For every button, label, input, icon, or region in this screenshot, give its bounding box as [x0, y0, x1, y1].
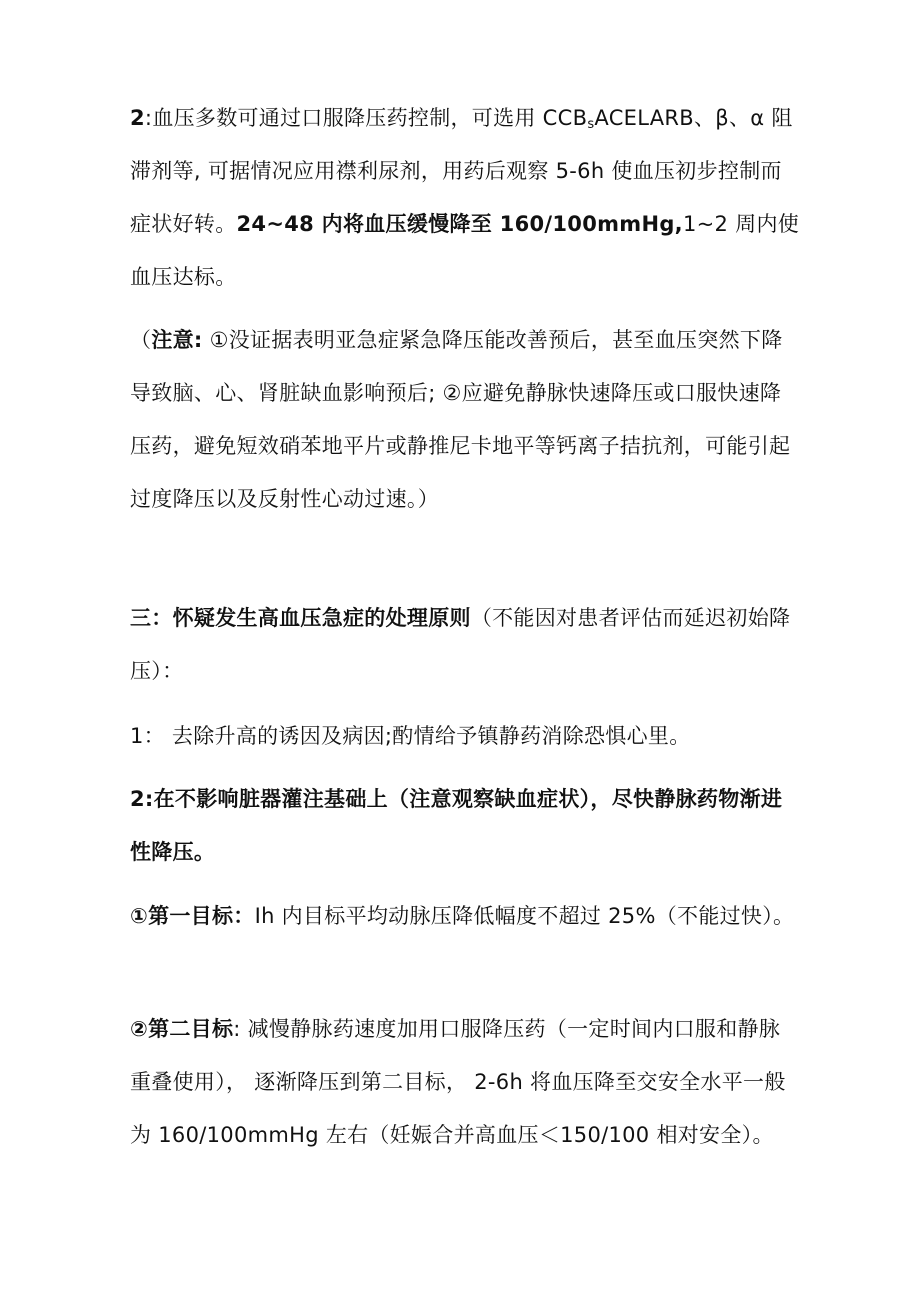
paragraph-note: [130, 314, 800, 526]
step-text: 1： 去除升高的诱因及病因;酌情给予镇静药消除恐惧心里。: [130, 724, 691, 748]
heading-note: （不能因对患者评估而延迟初始降压）：: [130, 606, 791, 683]
step-text: :在不影响脏器灌注基础上（注意观察缺血症状），尽快静脉药物渐进性降压。: [130, 787, 783, 864]
second-target-label: ②第二目标: [130, 1017, 234, 1041]
colon: :: [144, 106, 153, 130]
paragraph-text: ACELARB、β、α 阻滞剂等, 可据情况应用襟利尿剂，用药后观察 5-6h 使血压初步控制而症状好转。: [130, 106, 793, 236]
note-text: ①没证据表明亚急症紧急降压能改善预后，甚至血压突然下降导致脑、心、肾脏缺血影响预后; ②应避免静脉快速降压或口服快速降压药，避免短效硝苯地平片或静推尼卡地平等钙离子拮抗剂，可能引起过度降压以及反射性心动过速。）: [130, 328, 791, 511]
paragraph-first-target: [130, 890, 800, 943]
note-label: 注意:: [151, 328, 203, 352]
heading-bold: 三：怀疑发生高血压急症的处理原则: [130, 606, 471, 630]
section-heading-emergency: [130, 592, 800, 698]
subscript: s: [587, 117, 595, 132]
open-paren: （: [130, 328, 152, 352]
item-number: 2: [130, 106, 145, 130]
paragraph-text: 1~2 周内使血压达标。: [130, 212, 800, 289]
paragraph-oral-control: [130, 92, 800, 304]
paragraph-step-2: [130, 773, 800, 879]
second-target-text: : 减慢静脉药速度加用口服降压药（一定时间内口服和静脉重叠使用）， 逐渐降压到第二目标， 2-6h 将血压降至交安全水平一般为 160/100mmHg 左右（妊娠合并高血压＜150/100 相对安全）。: [130, 1017, 786, 1147]
first-target-label: ①第一目标：: [130, 904, 255, 928]
first-target-text: Ih 内目标平均动脉压降低幅度不超过 25%（不能过快）。: [254, 904, 795, 928]
paragraph-second-target: [130, 1003, 800, 1162]
paragraph-text: 血压多数可通过口服降压药控制，可选用 CCB: [152, 106, 588, 130]
step-number: 2: [130, 787, 145, 811]
bold-target-text: 24~48 内将血压缓慢降至 160/100mmHg,: [236, 212, 683, 236]
paragraph-step-1: [130, 710, 800, 763]
